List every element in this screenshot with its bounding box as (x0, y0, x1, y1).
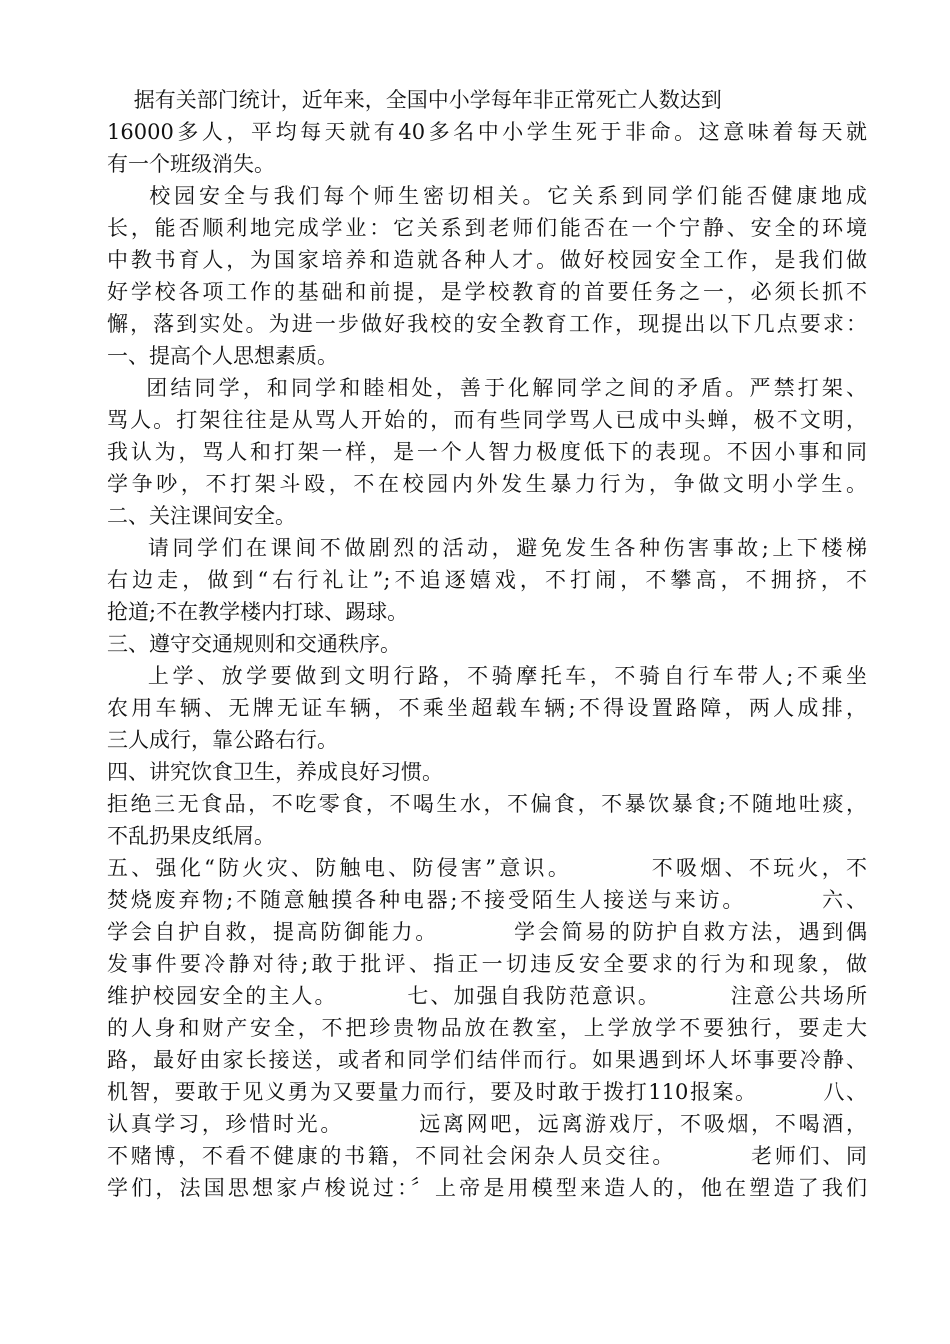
text-line: 农用车辆、无牌无证车辆，不乘坐超载车辆;不得设置路障，两人成排， (107, 696, 867, 720)
text-line: 好学校各项工作的基础和前提，是学校教育的首要任务之一，必须长抓不 (107, 280, 867, 304)
text-line: 不赌博，不看不健康的书籍，不同社会闲杂人员交往。 老师们、同 (107, 1144, 867, 1168)
text-line: 不乱扔果皮纸屑。 (107, 824, 275, 848)
text-line: 抢道;不在教学楼内打球、踢球。 (107, 600, 409, 624)
text-line: 二、关注课间安全。 (107, 504, 296, 528)
text-line: 焚烧废弃物;不随意触摸各种电器;不接受陌生人接送与来访。 六、 (107, 888, 867, 912)
text-line: 16000多人，平均每天就有40多名中小学生死于非命。这意味着每天就 (107, 120, 867, 144)
text-line: 认真学习，珍惜时光。 远离网吧，远离游戏厅，不吸烟，不喝酒， (107, 1112, 867, 1136)
text-line: 请同学们在课间不做剧烈的活动，避免发生各种伤害事故;上下楼梯 (107, 536, 867, 560)
text-line: 有一个班级消失。 (107, 152, 275, 176)
text-line: 团结同学，和同学和睦相处，善于化解同学之间的矛盾。严禁打架、 (107, 376, 867, 400)
text-line: 五、强化“防火灾、防触电、防侵害”意识。 不吸烟、不玩火，不 (107, 856, 867, 880)
text-line: 校园安全与我们每个师生密切相关。它关系到同学们能否健康地成 (107, 184, 867, 208)
text-line: 一、提高个人思想素质。 (107, 344, 338, 368)
text-line: 机智，要敢于见义勇为又要量力而行，要及时敢于拨打110报案。 八、 (107, 1080, 867, 1104)
text-line: 长，能否顺利地完成学业：它关系到老师们能否在一个宁静、安全的环境 (107, 216, 867, 240)
text-line: 四、讲究饮食卫生，养成良好习惯。 (107, 760, 443, 784)
text-line: 拒绝三无食品，不吃零食，不喝生水，不偏食，不暴饮暴食;不随地吐痰， (107, 792, 867, 816)
text-line: 维护校园安全的主人。 七、加强自我防范意识。 注意公共场所 (107, 984, 867, 1008)
text-line: 三、遵守交通规则和交通秩序。 (107, 632, 401, 656)
text-line: 懈，落到实处。为进一步做好我校的安全教育工作，现提出以下几点要求： (107, 312, 867, 336)
text-line: 我认为，骂人和打架一样，是一个人智力极度低下的表现。不因小事和同 (107, 440, 867, 464)
text-line: 学争吵，不打架斗殴，不在校园内外发生暴力行为，争做文明小学生。 (107, 472, 867, 496)
text-line: 学会自护自救，提高防御能力。 学会简易的防护自救方法，遇到偶 (107, 920, 867, 944)
text-line: 三人成行，靠公路右行。 (107, 728, 338, 752)
document-body (107, 84, 867, 1204)
text-line: 据有关部门统计，近年来，全国中小学每年非正常死亡人数达到 (107, 88, 722, 112)
text-line: 学们，法国思想家卢梭说过：〞上帝是用模型来造人的，他在塑造了我们 (107, 1176, 867, 1200)
text-line: 右边走，做到“右行礼让”;不追逐嬉戏，不打闹，不攀高，不拥挤，不 (107, 568, 867, 592)
text-line: 路，最好由家长接送，或者和同学们结伴而行。如果遇到坏人坏事要冷静、 (107, 1048, 867, 1072)
text-line: 骂人。打架往往是从骂人开始的，而有些同学骂人已成中头蝉，极不文明， (107, 408, 867, 432)
text-line: 中教书育人，为国家培养和造就各种人才。做好校园安全工作，是我们做 (107, 248, 867, 272)
text-line: 发事件要冷静对待;敢于批评、指正一切违反安全要求的行为和现象，做 (107, 952, 867, 976)
text-line: 上学、放学要做到文明行路，不骑摩托车，不骑自行车带人;不乘坐 (107, 664, 867, 688)
text-line: 的人身和财产安全，不把珍贵物品放在教室，上学放学不要独行，要走大 (107, 1016, 867, 1040)
